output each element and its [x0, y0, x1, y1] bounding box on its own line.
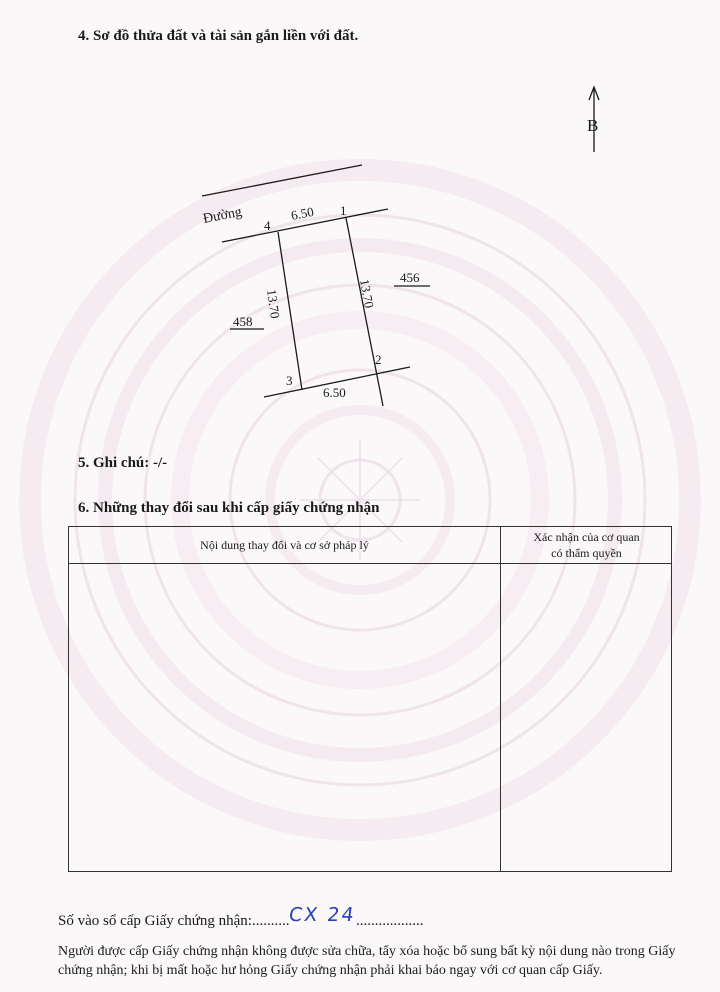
- corner-1-label: 1: [340, 203, 347, 218]
- registration-number-handwritten: CX 24: [287, 904, 358, 926]
- registration-label: Số vào sổ cấp Giấy chứng nhận:: [58, 913, 252, 929]
- right-edge-length: 13.70: [357, 277, 377, 310]
- registration-dots-before: ..........: [251, 913, 290, 929]
- confirmation-header-line-1: Xác nhận của cơ quan: [533, 530, 640, 544]
- changes-column-header-text: Nội dung thay đổi và cơ sở pháp lý: [200, 538, 369, 552]
- changes-cell: [69, 564, 500, 871]
- confirmation-cell: [501, 564, 672, 871]
- legal-notice: Người được cấp Giấy chứng nhận không được sửa chữa, tẩy xóa hoặc bổ sung bất kỳ nội dung nào trong Giấy chứng nhận; khi bị mất hoặc hư hỏng Giấy chứng nhận phải khai báo ngay với cơ quan cấp Giấy.: [58, 944, 676, 978]
- north-label: B: [587, 116, 599, 135]
- section-5-title: 5. Ghi chú: -/-: [78, 455, 168, 471]
- corner-2-label: 2: [375, 352, 382, 367]
- changes-column-header: [69, 527, 500, 563]
- left-edge-length: 13.70: [264, 288, 283, 320]
- neighbor-left-parcel: 458: [233, 314, 253, 329]
- changes-table: [68, 526, 672, 872]
- section-6-title: 6. Những thay đổi sau khi cấp giấy chứng nhận: [78, 500, 380, 516]
- confirmation-header-line-2: có thẩm quyền: [551, 546, 622, 560]
- registration-dots-after: ..................: [355, 913, 424, 929]
- corner-4-label: 4: [264, 218, 271, 233]
- road-label: Đường: [201, 204, 244, 227]
- road-line: [202, 165, 362, 196]
- land-plot-diagram: [0, 0, 720, 470]
- plot-edge-right: [346, 218, 383, 406]
- registration-number-line: [58, 904, 424, 930]
- confirmation-column-header: [501, 527, 672, 563]
- corner-3-label: 3: [286, 373, 293, 388]
- bottom-edge-length: 6.50: [323, 385, 346, 400]
- section-4-title: 4. Sơ đồ thửa đất và tài sản gắn liền với đất.: [78, 28, 359, 44]
- neighbor-right-parcel: 456: [400, 270, 420, 285]
- top-edge-length: 6.50: [289, 203, 315, 223]
